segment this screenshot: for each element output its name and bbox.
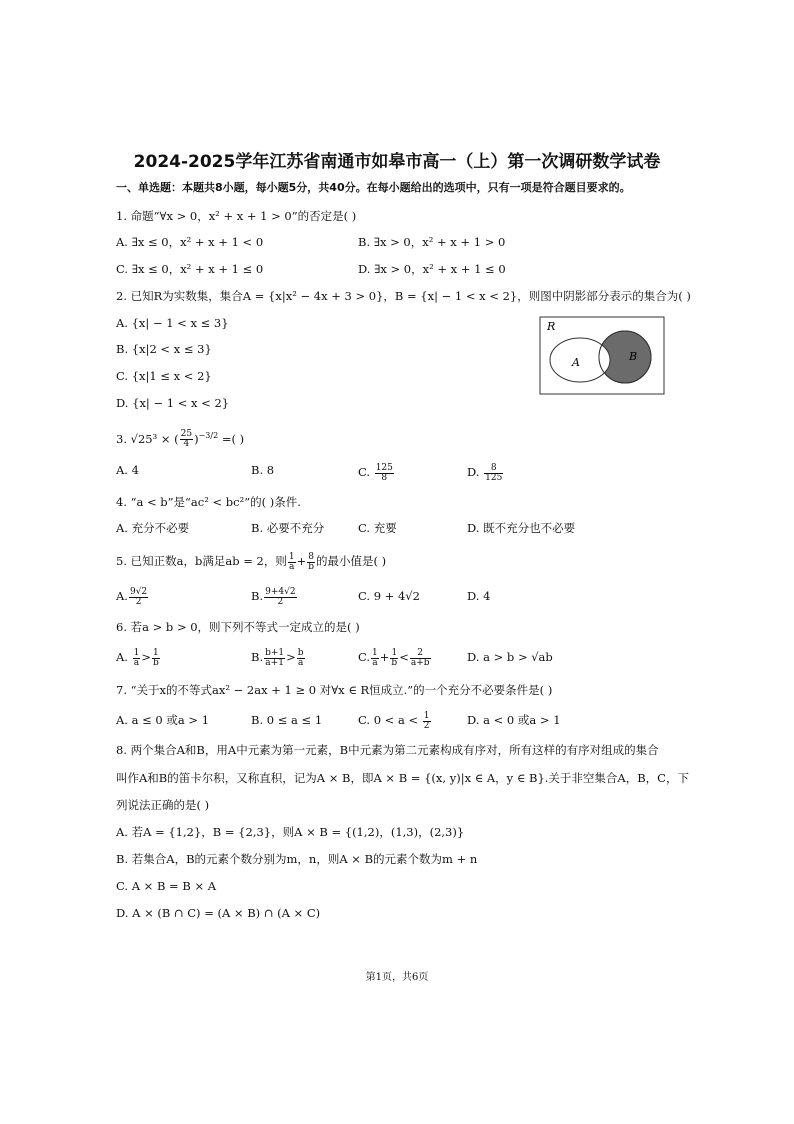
q3-option-c <box>358 460 395 484</box>
q6-option-d: D. a > b > √ab <box>467 650 553 664</box>
q3-d-num: 8 <box>484 464 503 474</box>
q5-option-a <box>116 584 149 608</box>
q3-stem: 3. √25³ × ( $\frac{25}{4}$ )$^{-3/2}$ =( ) <box>116 429 245 450</box>
q3-stem-post: =( ) <box>218 431 245 446</box>
q7-option-a: A. a ≤ 0 或a > 1 <box>116 713 210 727</box>
q7-c-label: C. 0 < a < <box>358 713 419 727</box>
q5-a-num: 9√2 <box>129 586 148 597</box>
q2-option-a: A. {x| − 1 < x ≤ 3} <box>116 316 229 330</box>
exam-title: 2024-2025学年江苏省南通市如皋市高一（上）第一次调研数学试卷 <box>133 152 661 172</box>
q6-option-b <box>251 645 306 669</box>
q5-frac1-num: 1 <box>288 551 295 562</box>
q6-b-den1: a+1 <box>265 657 284 668</box>
q6-stem: 6. 若a > b > 0，则下列不等式一定成立的是( ) <box>116 620 360 634</box>
q5-a-den: 2 <box>135 596 142 607</box>
q8-stem-line2: 叫作A和B的笛卡尔积，又称直积，记为A × B，即A × B = {(x, y)|x ∈ A，y ∈ B}.关于非空集合A，B，C，下 <box>116 771 689 785</box>
q7-c-num: 1 <box>423 710 430 721</box>
q3-d-den: 125 <box>485 472 503 483</box>
q6-b-label: B. <box>251 650 264 664</box>
q3-c-den: 8 <box>381 472 388 483</box>
q5-stem-post: 的最小值是( ) <box>315 554 387 568</box>
q1-option-d: D. ∃x > 0，x² + x + 1 ≤ 0 <box>358 262 506 276</box>
q8-option-d: D. A × (B ∩ C) = (A × B) ∩ (A × C) <box>116 906 321 920</box>
venn-label-r: R <box>547 320 556 333</box>
q2-option-b: B. {x|2 < x ≤ 3} <box>116 342 212 356</box>
q8-stem-line1: 8. 两个集合A和B，用A中元素为第一元素，B中元素为第二元素构成有序对，所有这样的有序对组成的集合 <box>116 743 659 757</box>
q3-c-label: C. <box>358 465 371 479</box>
q6-b-den2: a <box>297 657 304 668</box>
q8-option-a: A. 若A = {1,2}，B = {2,3}，则A × B = {(1,2)，(1,3)，(2,3)} <box>116 825 465 839</box>
q6-c-op1: + <box>379 650 390 664</box>
q6-a-den1: a <box>133 657 140 668</box>
q3-c-num: 125 <box>375 462 393 473</box>
q2-stem: 2. 已知R为实数集，集合A = {x|x² − 4x + 3 > 0}，B = {x| − 1 < x < 2}，则图中阴影部分表示的集合为( ) <box>116 289 691 303</box>
q6-c-label: C. <box>358 650 371 664</box>
q1-option-c: C. ∃x ≤ 0，x² + x + 1 ≤ 0 <box>116 262 264 276</box>
q4-option-d: D. 既不充分也不必要 <box>467 521 576 535</box>
q2-option-c: C. {x|1 ≤ x < 2} <box>116 369 212 383</box>
q3-d-label: D. <box>467 465 480 479</box>
venn-label-a: A <box>572 356 580 369</box>
q6-a-label: A. <box>116 650 128 664</box>
q6-c-num2: 1 <box>391 647 398 658</box>
q5-option-c: C. 9 + 4√2 <box>358 589 420 603</box>
q4-option-b: B. 必要不充分 <box>251 521 325 535</box>
q6-option-c <box>358 645 432 669</box>
q6-c-num3: 2 <box>410 649 431 659</box>
q5-option-d: D. 4 <box>467 589 491 603</box>
q5-a-label: A. <box>116 589 128 603</box>
q6-c-den2: b <box>391 657 398 668</box>
q6-b-op: > <box>286 650 296 664</box>
q3-frac-num: 25 <box>180 429 193 440</box>
q7-option-c <box>358 708 432 732</box>
q6-a-den2: b <box>153 657 159 668</box>
q2-option-d: D. {x| − 1 < x < 2} <box>116 396 230 410</box>
q3-fraction <box>180 430 193 449</box>
q7-stem: 7. “关于x的不等式ax² − 2ax + 1 ≥ 0 对∀x ∈ R恒成立.”的一个充分不必要条件是( ) <box>116 683 553 697</box>
q4-option-c: C. 充要 <box>358 521 397 535</box>
q5-b-den: 2 <box>277 596 284 607</box>
q3-option-b: B. 8 <box>251 463 275 477</box>
q6-a-num2: 1 <box>153 647 159 658</box>
q1-option-b: B. ∃x > 0，x² + x + 1 > 0 <box>358 235 506 249</box>
q7-option-b: B. 0 ≤ a ≤ 1 <box>251 713 323 727</box>
q5-stem-pre: 5. 已知正数a，b满足ab = 2，则 <box>116 554 287 568</box>
q3-option-d <box>467 460 504 484</box>
venn-label-b: B <box>629 350 638 363</box>
q5-plus: + <box>296 554 307 568</box>
q3-option-a: A. 4 <box>116 463 139 477</box>
section-heading: 一、单选题：本题共8小题，每小题5分，共40分。在每小题给出的选项中，只有一项是符合题目要求的。 <box>116 181 631 194</box>
q6-a-op: > <box>141 650 151 664</box>
q6-c-den3: a+b <box>410 657 430 668</box>
q6-option-a <box>116 645 161 669</box>
q5-frac2-num: 8 <box>308 551 314 562</box>
q6-a-num1: 1 <box>133 647 140 658</box>
q6-b-num2: b <box>297 647 304 658</box>
venn-diagram <box>539 316 665 396</box>
q1-stem: 1. 命题“∀x > 0，x² + x + 1 > 0”的否定是( ) <box>116 209 357 223</box>
q3-frac-den: 4 <box>183 439 190 450</box>
q5-stem <box>116 549 386 573</box>
q6-c-den1: a <box>372 657 378 668</box>
q8-option-b: B. 若集合A，B的元素个数分别为m，n，则A × B的元素个数为m + n <box>116 852 478 866</box>
q3-exponent: −3/2 <box>198 431 219 440</box>
q5-b-num: 9+4√2 <box>265 586 296 597</box>
q1-option-a: A. ∃x ≤ 0，x² + x + 1 < 0 <box>116 235 264 249</box>
q5-frac2-den: b <box>308 561 314 572</box>
q8-option-c: C. A × B = B × A <box>116 879 217 893</box>
q6-c-op2: < <box>399 650 409 664</box>
q6-b-num1: b+1 <box>265 647 285 658</box>
q5-option-b <box>251 584 298 608</box>
q4-option-a: A. 充分不必要 <box>116 521 190 535</box>
q5-frac1-den: a <box>289 561 295 572</box>
q3-stem-pre: 3. √25³ × ( <box>116 431 179 446</box>
q4-stem: 4. “a < b”是“ac² < bc²”的( )条件. <box>116 495 301 509</box>
q7-c-den: 2 <box>423 720 430 731</box>
page-footer: 第1页，共6页 <box>365 972 429 983</box>
q8-stem-line3: 列说法正确的是( ) <box>116 798 210 812</box>
q7-option-d: D. a < 0 或a > 1 <box>467 713 561 727</box>
q6-c-num1: 1 <box>372 647 378 658</box>
q5-b-label: B. <box>251 589 264 603</box>
